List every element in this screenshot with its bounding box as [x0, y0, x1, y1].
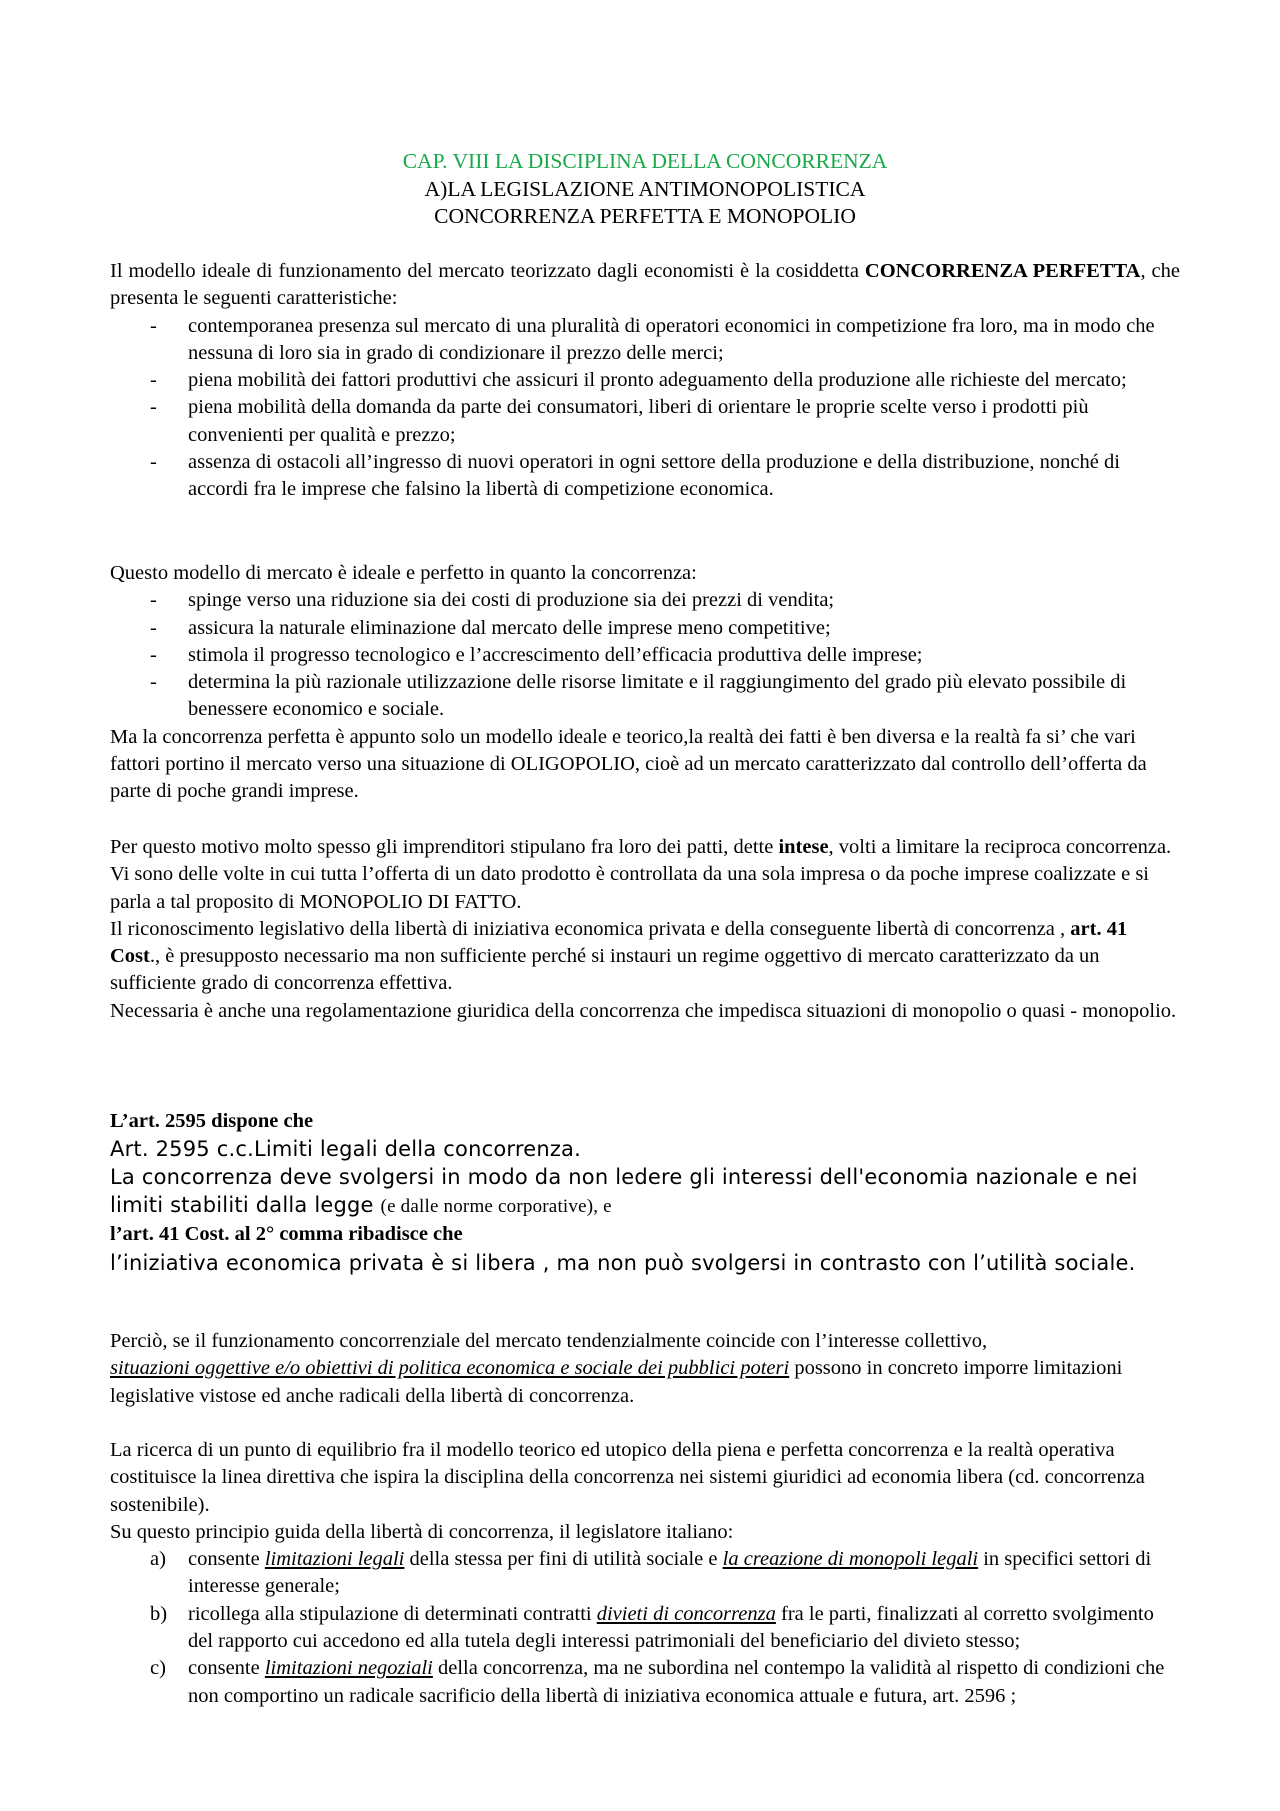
- oligopolio-paragraph: Ma la concorrenza perfetta è appunto solo un modello ideale e teorico,la realtà dei fatti è ben diversa e la realtà fa si’ che vari fattori portino il mercato verso una situazione di OLIGOPOLIO, cioè ad un mercato caratterizzato dal controllo dell’offerta da parte di poche grandi imprese.: [110, 725, 1147, 803]
- ideal-list: [110, 587, 1180, 723]
- ricerca-paragraph: La ricerca di un punto di equilibrio fra il modello teorico ed utopico della piena e perfetta concorrenza e la realtà operativa costituisce la linea direttiva che ispira la disciplina della concorrenza nei sistemi giuridici ad economia libera (cd. concorrenza sostenibile).: [110, 1439, 1145, 1516]
- list-item: - assenza di ostacoli all’ingresso di nuovi operatori in ogni settore della produzione e della distribuzione, nonché di accordi fra le imprese che falsino la libertà di competizione economica.: [150, 451, 1120, 501]
- list-item: - piena mobilità della domanda da parte dei consumatori, liberi di orientare le proprie scelte verso i prodotti più convenienti per qualità e prezzo;: [150, 396, 1089, 446]
- intro-text-tail: , che presenta le seguenti caratteristiche:: [110, 260, 1180, 310]
- list-item: - piena mobilità dei fattori produttivi che assicuri il pronto adeguamento della produzione alle richieste del mercato;: [150, 369, 1127, 392]
- ricerca-section: [110, 1437, 1180, 1710]
- art41-bold: art. 41 Cost: [110, 917, 1128, 968]
- list-item: c) consente limitazioni negoziali della concorrenza, ma ne subordina nel contempo la validità al rispetto di condizioni che non comportino un radicale sacrificio della libertà di iniziativa economica attuale e futura, art. 2596 ;: [150, 1657, 1165, 1707]
- art2595-heading: L’art. 2595 dispone che: [110, 1110, 314, 1132]
- chapter-title: CAP. VIII LA DISCIPLINA DELLA CONCORRENZA: [402, 149, 888, 173]
- ideal-lead: Questo modello di mercato è ideale e perfetto in quanto la concorrenza:: [110, 562, 697, 584]
- intese-bold: intese: [778, 836, 829, 858]
- intro-text: Il modello ideale di funzionamento del mercato teorizzato dagli economisti è la cosiddetta: [110, 260, 859, 282]
- intro-bold-term: CONCORRENZA PERFETTA: [864, 260, 1141, 282]
- subsection-title: CONCORRENZA PERFETTA E MONOPOLIO: [434, 204, 856, 228]
- monopolio-paragraph: Vi sono delle volte in cui tutta l’offerta di un dato prodotto è controllata da una sola impresa o da poche imprese coalizzate e si parla a tal proposito di MONOPOLIO DI FATTO.: [110, 863, 1149, 913]
- necessaria-paragraph: Necessaria è anche una regolamentazione giuridica della concorrenza che impedisca situazioni di monopolio o quasi - monopolio.: [110, 999, 1177, 1022]
- document-heading: [110, 148, 1180, 231]
- riconoscimento-paragraph: Il riconoscimento legislativo della libertà di iniziativa economica privata e della conseguente libertà di concorrenza , art. 41 Cost., è presupposto necessario ma non sufficiente perché si instauri un regime oggettivo di mercato caratterizzato da un sufficiente grado di concorrenza effettiva.: [110, 917, 1128, 995]
- intro-section: [110, 258, 1180, 504]
- art41-text: l’iniziativa economica privata è si libera , ma non può svolgersi in contrasto con l’utilità sociale.: [110, 1250, 1136, 1275]
- art41-heading: l’art. 41 Cost. al 2° comma ribadisce che: [110, 1223, 463, 1246]
- list-item: - determina la più razionale utilizzazione delle risorse limitate e il raggiungimento del grado più elevato possibile di benessere economico e sociale.: [150, 671, 1127, 721]
- intese-paragraph: Per questo motivo molto spesso gli imprenditori stipulano fra loro dei patti, dette intese, volti a limitare la reciproca concorrenza.: [110, 836, 1172, 858]
- list-item: - contemporanea presenza sul mercato di una pluralità di operatori economici in competizione fra loro, ma in modo che nessuna di loro sia in grado di condizionare il prezzo delle merci;: [150, 314, 1155, 364]
- legislatore-list: [110, 1546, 1180, 1710]
- list-item: - assicura la naturale eliminazione dal mercato delle imprese meno competitive;: [150, 616, 831, 639]
- ideal-model-section: [110, 560, 1180, 806]
- intro-paragraph: [110, 258, 1180, 313]
- percio-paragraph: Perciò, se il funzionamento concorrenziale del mercato tendenzialmente coincide con l’interesse collettivo, situazioni oggettive e/o obiettivi di politica economica e sociale dei pubblici poteri possono in concreto imporre limitazioni legislative vistose ed anche radicali della libertà di concorrenza.: [110, 1330, 1123, 1407]
- characteristics-list: [110, 313, 1180, 504]
- section-title: A)LA LEGISLAZIONE ANTIMONOPOLISTICA: [424, 176, 866, 201]
- percio-section: [110, 1328, 1180, 1410]
- list-item: a) consente limitazioni legali della stessa per fini di utilità sociale e la creazione di monopoli legali in specifici settori di interesse generale;: [150, 1548, 1152, 1598]
- principio-paragraph: Su questo principio guida della libertà di concorrenza, il legislatore italiano:: [110, 1520, 734, 1543]
- percio-underlined: situazioni oggettive e/o obiettivi di politica economica e sociale dei pubblici poteri: [110, 1357, 790, 1380]
- list-item: - spinge verso una riduzione sia dei costi di produzione sia dei prezzi di vendita;: [150, 589, 835, 612]
- list-item: b) ricollega alla stipulazione di determinati contratti divieti di concorrenza fra le parti, finalizzati al corretto svolgimento del rapporto cui accedono ed alla tutela degli interessi patrimoniali del beneficiario del divieto stesso;: [150, 1602, 1154, 1653]
- intese-section: [110, 834, 1180, 1025]
- articles-section: [110, 1108, 1180, 1277]
- art2595-text: La concorrenza deve svolgersi in modo da non ledere gli interessi dell'economia nazionale e nei limiti stabiliti dalla legge (e dalle norme corporative), e: [110, 1165, 1138, 1218]
- art2595-title: Art. 2595 c.c.Limiti legali della concorrenza.: [110, 1137, 582, 1162]
- list-item: - stimola il progresso tecnologico e l’accrescimento dell’efficacia produttiva delle imprese;: [150, 643, 923, 666]
